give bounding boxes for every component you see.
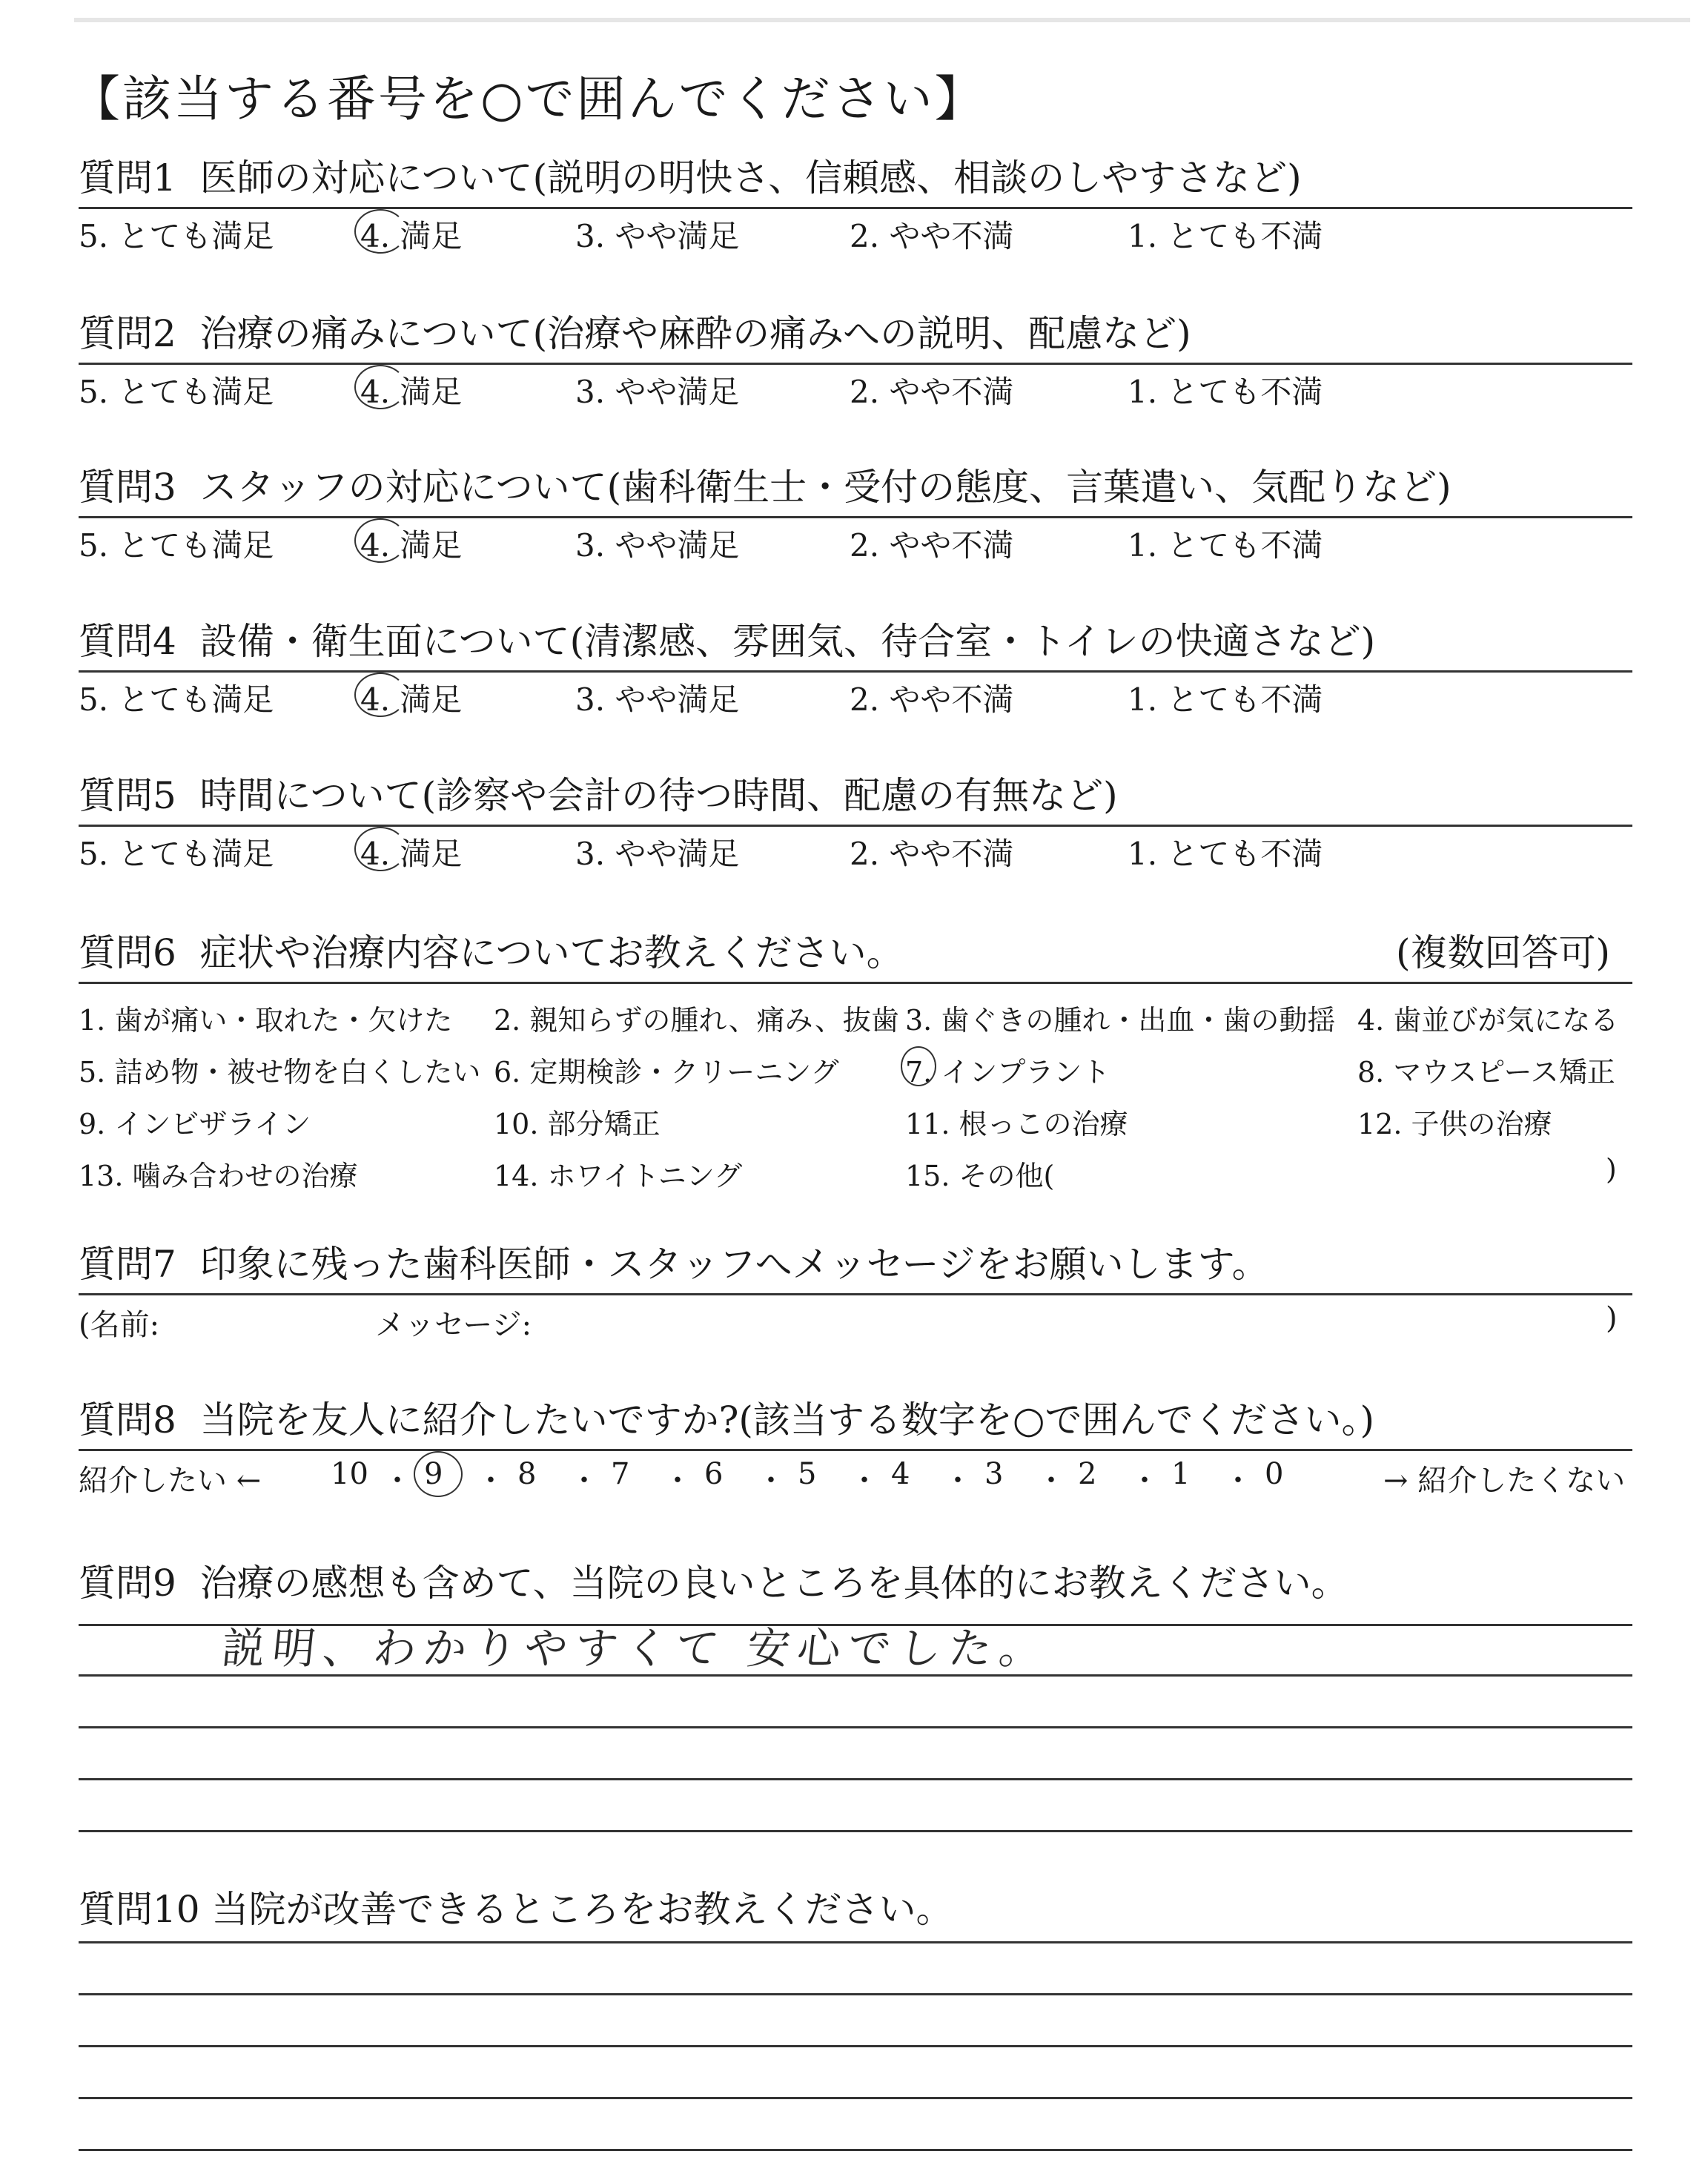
scale-left-label: 紹介したい ← xyxy=(79,1464,262,1498)
rating-option[interactable]: 5. とても満足 xyxy=(79,374,274,410)
scale-number[interactable]: 4 xyxy=(891,1457,910,1491)
scale-number[interactable]: 7 xyxy=(611,1457,630,1491)
symptom-option[interactable]: 4. 歯並びが気になる xyxy=(1357,1004,1619,1037)
rating-options xyxy=(79,209,1632,254)
question-label: 質問2 xyxy=(79,312,176,355)
question-7 xyxy=(79,1238,1632,1340)
question-3 xyxy=(79,461,1632,563)
question-8-text: 当院を友人に紹介したいですか?(該当する数字を○で囲んでください。) xyxy=(199,1398,1375,1441)
question-7-heading xyxy=(79,1238,1632,1290)
question-text: 医師の対応について(説明の明快さ、信頼感、相談のしやすさなど) xyxy=(199,156,1302,199)
question-8-heading xyxy=(79,1394,1632,1446)
question-label: 質問4 xyxy=(79,620,176,663)
rating-option[interactable]: 1. とても不満 xyxy=(1128,374,1323,410)
question-label: 質問3 xyxy=(79,466,176,509)
answer-line xyxy=(79,1830,1632,1832)
handwritten-answer: 説明、わかりやすくて 安心でした。 xyxy=(219,1623,1053,1674)
question-heading xyxy=(79,308,1632,360)
rating-option[interactable]: 3. やや満足 xyxy=(575,218,740,254)
answer-line xyxy=(79,1993,1632,1995)
scale-separator: ・ xyxy=(476,1464,506,1498)
scale-number[interactable]: 2 xyxy=(1078,1457,1097,1491)
rating-options xyxy=(79,365,1632,409)
rating-option[interactable]: 4. 満足 xyxy=(360,218,463,254)
rating-option[interactable]: 1. とても不満 xyxy=(1128,681,1323,718)
question-10-heading xyxy=(79,1883,1632,1935)
message-close-paren: ) xyxy=(1606,1301,1618,1335)
rating-option[interactable]: 2. やや不満 xyxy=(850,681,1014,718)
scale-number[interactable]: 6 xyxy=(704,1457,724,1491)
symptom-option[interactable]: 9. インビザライン xyxy=(79,1108,311,1140)
question-10 xyxy=(79,1883,1632,1935)
rating-options xyxy=(79,827,1632,871)
rating-options xyxy=(79,518,1632,563)
answer-line xyxy=(79,1941,1632,1943)
scale-separator: ・ xyxy=(569,1464,599,1498)
rating-option[interactable]: 5. とても満足 xyxy=(79,836,274,872)
question-6-heading xyxy=(79,927,1632,979)
question-9-label: 質問9 xyxy=(79,1562,176,1605)
question-text: 治療の痛みについて(治療や麻酔の痛みへの説明、配慮など) xyxy=(199,312,1191,355)
symptom-option[interactable]: 2. 親知らずの腫れ、痛み、抜歯 xyxy=(494,1004,899,1037)
question-6 xyxy=(79,927,1632,1206)
scale-separator: ・ xyxy=(850,1464,879,1498)
answer-line xyxy=(79,2149,1632,2151)
question-text: 時間について(診察や会計の待つ時間、配慮の有無など) xyxy=(199,774,1118,817)
question-label: 質問5 xyxy=(79,774,176,817)
question-heading xyxy=(79,152,1632,204)
rating-options xyxy=(79,673,1632,717)
symptom-option[interactable]: 8. マウスピース矯正 xyxy=(1357,1056,1615,1089)
other-close-paren: ) xyxy=(1606,1153,1617,1186)
rating-option[interactable]: 2. やや不満 xyxy=(850,836,1014,872)
scale-separator: ・ xyxy=(1130,1464,1159,1498)
scale-separator: ・ xyxy=(663,1464,692,1498)
scale-number[interactable]: 3 xyxy=(984,1457,1004,1491)
symptom-option[interactable]: 1. 歯が痛い・取れた・欠けた xyxy=(79,1004,453,1037)
symptom-option[interactable]: 10. 部分矯正 xyxy=(494,1108,661,1140)
scale-number[interactable]: 5 xyxy=(798,1457,817,1491)
question-9-heading xyxy=(79,1557,1632,1609)
rating-option[interactable]: 4. 満足 xyxy=(360,374,463,410)
rating-option[interactable]: 5. とても満足 xyxy=(79,527,274,564)
answer-line xyxy=(79,1726,1632,1728)
rating-option[interactable]: 4. 満足 xyxy=(360,527,463,564)
question-heading xyxy=(79,615,1632,667)
symptom-option[interactable]: 5. 詰め物・被せ物を白くしたい xyxy=(79,1056,481,1089)
rating-option[interactable]: 2. やや不満 xyxy=(850,374,1014,410)
question-8 xyxy=(79,1394,1632,1496)
scale-separator: ・ xyxy=(1223,1464,1253,1498)
scan-top-edge xyxy=(74,18,1690,22)
symptom-option[interactable]: 11. 根っこの治療 xyxy=(905,1108,1128,1140)
scale-separator: ・ xyxy=(756,1464,786,1498)
answer-line xyxy=(79,2045,1632,2047)
question-7-label: 質問7 xyxy=(79,1243,176,1286)
answer-line xyxy=(79,2097,1632,2099)
question-text: 設備・衛生面について(清潔感、雰囲気、待合室・トイレの快適さなど) xyxy=(199,620,1376,663)
rating-option[interactable]: 4. 満足 xyxy=(360,836,463,872)
symptom-option[interactable]: 7. インプラント xyxy=(905,1056,1110,1089)
question-7-text: 印象に残った歯科医師・スタッフへメッセージをお願いします。 xyxy=(199,1243,1269,1286)
rating-option[interactable]: 1. とても不満 xyxy=(1128,218,1323,254)
rating-option[interactable]: 1. とても不満 xyxy=(1128,836,1323,872)
symptom-options xyxy=(79,984,1632,1206)
question-6-text: 症状や治療内容についてお教えください。 xyxy=(199,931,904,974)
scale-number[interactable]: 9 xyxy=(424,1457,443,1491)
rating-option[interactable]: 1. とても不満 xyxy=(1128,527,1323,564)
scale-separator: ・ xyxy=(383,1464,412,1498)
rating-option[interactable]: 2. やや不満 xyxy=(850,218,1014,254)
form-title: 【該当する番号を○で囲んでください】 xyxy=(71,70,986,128)
rating-option[interactable]: 5. とても満足 xyxy=(79,218,274,254)
symptom-option[interactable]: 6. 定期検診・クリーニング xyxy=(494,1056,839,1089)
question-4 xyxy=(79,615,1632,717)
scale-number[interactable]: 1 xyxy=(1171,1457,1191,1491)
rating-option[interactable]: 3. やや満足 xyxy=(575,681,740,718)
rating-option[interactable]: 2. やや不満 xyxy=(850,527,1014,564)
question-5 xyxy=(79,770,1632,871)
question-8-label: 質問8 xyxy=(79,1398,176,1441)
message-row xyxy=(79,1295,1632,1340)
question-10-text: 当院が改善できるところをお教えください。 xyxy=(211,1888,953,1931)
question-heading xyxy=(79,770,1632,822)
name-label: (名前: xyxy=(79,1308,160,1342)
question-9 xyxy=(79,1557,1632,1609)
question-label: 質問1 xyxy=(79,156,176,199)
question-2 xyxy=(79,308,1632,409)
rating-option[interactable]: 3. やや満足 xyxy=(575,836,740,872)
symptom-option[interactable]: 14. ホワイトニング xyxy=(494,1160,743,1192)
scale-number[interactable]: 0 xyxy=(1265,1457,1284,1491)
question-1 xyxy=(79,152,1632,254)
symptom-option[interactable]: 13. 噛み合わせの治療 xyxy=(79,1160,358,1192)
question-9-text: 治療の感想も含めて、当院の良いところを具体的にお教えください。 xyxy=(199,1562,1348,1605)
scale-number[interactable]: 8 xyxy=(517,1457,537,1491)
rating-option[interactable]: 5. とても満足 xyxy=(79,681,274,718)
answer-line xyxy=(79,1778,1632,1780)
rating-option[interactable]: 3. やや満足 xyxy=(575,374,740,410)
message-label: メッセージ: xyxy=(375,1308,532,1342)
scale-right-label: → 紹介したくない xyxy=(1383,1464,1626,1498)
recommend-scale xyxy=(79,1451,1632,1496)
symptom-option[interactable]: 12. 子供の治療 xyxy=(1357,1108,1552,1140)
scale-separator: ・ xyxy=(943,1464,973,1498)
symptom-option[interactable]: 3. 歯ぐきの腫れ・出血・歯の動揺 xyxy=(905,1004,1336,1037)
question-6-label: 質問6 xyxy=(79,931,176,974)
scale-separator: ・ xyxy=(1036,1464,1066,1498)
question-heading xyxy=(79,461,1632,513)
scale-number[interactable]: 10 xyxy=(331,1457,368,1491)
multiple-answers-note: (複数回答可) xyxy=(1395,931,1610,974)
rating-option[interactable]: 3. やや満足 xyxy=(575,527,740,564)
rating-option[interactable]: 4. 満足 xyxy=(360,681,463,718)
question-text: スタッフの対応について(歯科衛生士・受付の態度、言葉遣い、気配りなど) xyxy=(199,466,1452,509)
question-10-label: 質問10 xyxy=(79,1888,200,1931)
symptom-option[interactable]: 15. その他( xyxy=(905,1160,1055,1192)
